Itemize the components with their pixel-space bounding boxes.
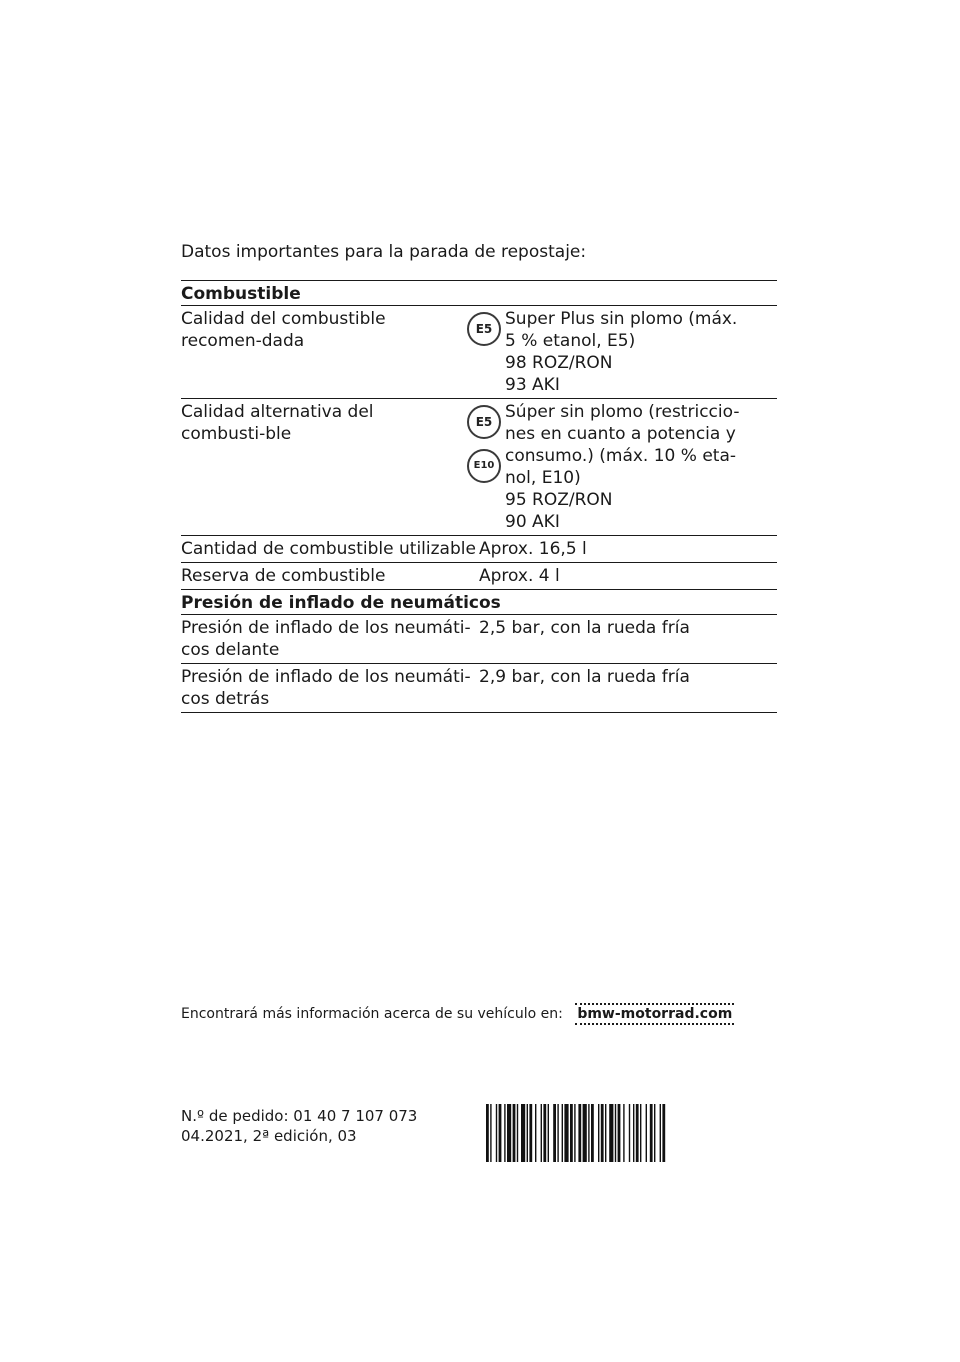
edition-info: 04.2021, 2ª edición, 03 (181, 1127, 357, 1145)
e5-icon: E5 (467, 312, 501, 346)
row-value: Aprox. 4 l (479, 566, 560, 586)
barcode-icon (486, 1104, 778, 1162)
e5-icon: E5 (467, 405, 501, 439)
row-label: Presión de inflado de los neumáti-cos detrás (181, 667, 471, 709)
row-label: Cantidad de combustible utilizable (181, 539, 476, 559)
fuel-icons (463, 306, 505, 398)
e10-icon: E10 (467, 449, 501, 483)
table-row (181, 614, 777, 663)
website-link[interactable]: bmw-motorrad.com (575, 1003, 734, 1025)
row-label: Reserva de combustible (181, 566, 386, 586)
row-value: 2,9 bar, con la rueda fría (479, 667, 690, 687)
footer-info (181, 1006, 734, 1022)
fuel-icons (463, 399, 505, 535)
section-tire-pressure: Presión de inflado de neumáticos (181, 589, 777, 614)
row-value: Súper sin plomo (restriccio- nes en cuanto a potencia y consumo.) (máx. 10 % eta- nol, E10) 95 ROZ/RON 90 AKI (505, 402, 740, 532)
row-value: Aprox. 16,5 l (479, 539, 587, 559)
footer-info-text: Encontrará más información acerca de su vehículo en: (181, 1006, 563, 1022)
table-row (181, 398, 777, 535)
table-row (181, 305, 777, 398)
table-row (181, 535, 777, 562)
row-label: Calidad del combustible recomen-dada (181, 309, 386, 351)
intro-text: Datos importantes para la parada de repostaje: (181, 242, 587, 262)
table-row (181, 663, 777, 713)
order-info (181, 1106, 417, 1146)
row-value: 2,5 bar, con la rueda fría (479, 618, 690, 638)
row-label: Calidad alternativa del combusti-ble (181, 402, 374, 444)
row-label: Presión de inflado de los neumáti-cos delante (181, 618, 471, 660)
refuel-table (181, 280, 777, 713)
table-row (181, 562, 777, 589)
order-number: N.º de pedido: 01 40 7 107 073 (181, 1107, 418, 1125)
row-value: Super Plus sin plomo (máx. 5 % etanol, E5) 98 ROZ/RON 93 AKI (505, 309, 738, 395)
section-fuel: Combustible (181, 280, 777, 305)
